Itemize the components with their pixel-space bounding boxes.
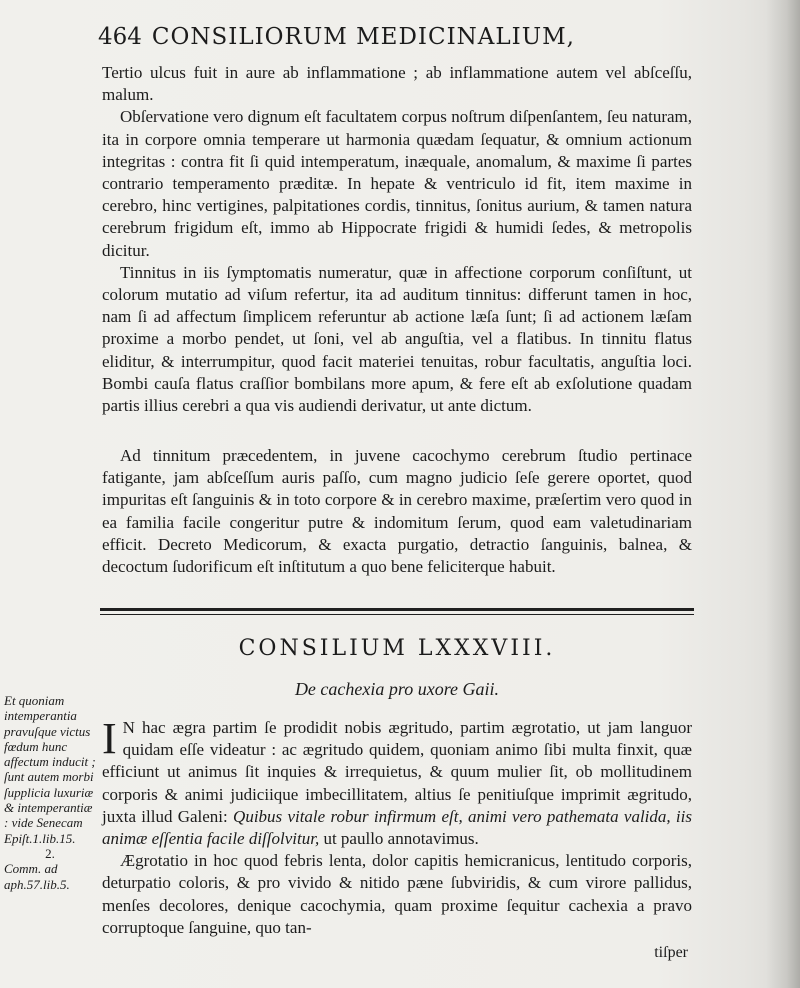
consilium-subtitle: De cachexia pro uxore Gaii. [294,679,500,699]
running-title: CONSILIORUM MEDICINALIUM, [151,24,575,50]
section-divider-thin [100,614,694,615]
paragraph [102,714,692,850]
paragraph: Ad tinnitum præcedentem, in juvene cacochymo cerebrum ſtudio pertinace fatigante, jam abſceſſum auris paſſo, cum magno judicio ſeſe gerere oportet, quod impuritas eſt ſanguinis & in toto corpore & in cerebro maxime, præſertim vero quod in ea familia facile congeritur putre & indomitum ſerum, quod eam valetudinariam efficit. Decreto Medicorum, & exacta purgatio, detractio ſanguinis, balnea, & decoctum ſudorificum eſt inſtitutum a quo bene feliciterque habuit. [102,446,692,577]
paragraph-text: N hac ægra partim ſe prodidit nobis ægritudo, partim ægrotatio, ut jam languor quidam eſſe videatur : ac ægritudo quidem, quoniam animo ſibi multa finxit, quæ efficiunt ut animus ſit inquies & irrequietus, & quum mulier ſit, ob mollitudinem corporis & animi judiciique imbecillitatem, altius ſe penitiuſque imprimit ægritudo, juxta illud Galeni: [102,718,692,826]
paragraph-text-end: ut paullo annotavimus. [323,829,479,849]
text-block-mid [102,445,692,578]
paragraph: Obſervatione vero dignum eſt facultatem corpus noſtrum diſpenſantem, ſeu naturam, ita in corpore omnia temperare ut harmonia quædam ſequatur, & omnium actionum integritas : contra fit ſi quid intemperatum, inæquale, anomalum, & maxime ſi partes contrario temperamento præditæ. In hepate & ventriculo id fit, item maxime in cerebro, hinc vertigines, palpitationes cordis, tinnitus, ſonitus aurium, & tamen natura cerebrum frigidum eſt, immo ab Hippocrate frigidi & humidi ſedes, & metropolis dicitur. [102,107,692,260]
marginal-note-reference: Comm. ad aph.57.lib.5. [4,861,70,892]
text-block-consilium [102,714,692,939]
paragraph: Ægrotatio in hoc quod febris lenta, dolor capitis hemicranicus, lentitudo corporis, deturpatio coloris, & pro vivido & nitido pæne ſubviridis, & cum virore pallidus, menſes decolores, denique cacochymia, quam proxime ſequitur cachexia a pravo corruptoque ſanguine, quo tan- [102,851,692,937]
page-number: 464 [98,24,142,50]
galen-quote: Quibus vitale robur infirmum eſt, animi vero pathemata valida, iis animæ eſſentia facile diſſolvitur, [102,806,692,849]
marginal-note-number: 2. [45,845,55,861]
paragraph: Tertio ulcus fuit in aure ab inflammatione ; ab inflammatione autem vel abſceſſu, malum. [102,63,692,105]
paragraph: Tinnitus in iis ſymptomatis numeratur, quæ in affectione corporum conſiſtunt, ut colorum mutatio ad viſum refertur, ita ad auditum tinnitus: differunt tamen in hoc, nam ſi ad affectum ſimplicem referuntur ab actione læſa ſunt; ſi ad actionem læſam proxime a morbo pendet, ut ſoni, vel ab anguſtia, vel a flatibus. In tinnitu flatus eliditur, & interrumpitur, quod facit materiei tenuitas, robur facultatis, anguſtia loci. Bombi cauſa flatus craſſior bombilans more apum, & fere eſt ab exſolutione quadam partis illius cerebri a qua vis audiendi derivatur, ut ante dictum. [102,262,692,416]
catchword: tiſper [654,944,688,961]
running-header [98,24,575,50]
marginal-note [4,693,96,892]
section-divider [100,608,694,611]
page-binding-shadow [766,0,800,988]
marginal-note-text: Et quoniam intemperantia pravuſque victus fœdum hunc affectum inducit ; ſunt autem morbi ſupplicia luxuriæ & intemperantiæ : vide Senecam Epiſt.1.lib.15. [4,693,96,846]
consilium-title: CONSILIUM LXXXVIII. [238,636,556,661]
text-block-top [102,62,692,417]
drop-cap: I [102,714,117,763]
